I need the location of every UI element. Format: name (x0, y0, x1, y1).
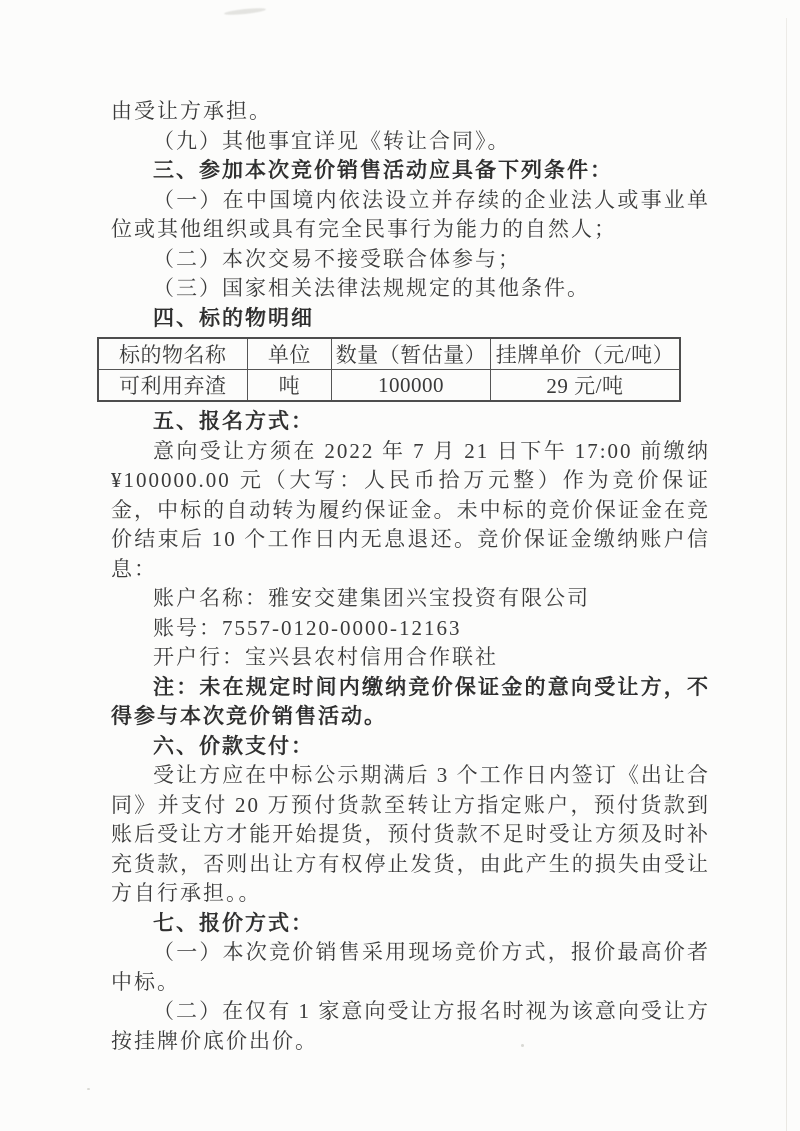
table-header-row (98, 338, 680, 370)
account-name-line: 账户名称：雅安交建集团兴宝投资有限公司 (153, 586, 590, 610)
table-header-price: 挂牌单价（元/吨） (490, 338, 680, 370)
table-header-name: 标的物名称 (98, 338, 247, 370)
section-five-heading: 五、报名方式： (153, 410, 314, 433)
page-edge-scan-line (786, 18, 787, 1131)
cell-price: 29 元/吨 (490, 370, 680, 402)
section-seven-heading: 七、报价方式： (153, 911, 314, 935)
carryover-line: 由受让方承担。 (111, 99, 272, 123)
bank-line: 开户行：宝兴县农村信用合作联社 (153, 645, 498, 669)
table-row (98, 370, 680, 402)
deposit-paragraph: 意向受让方须在 2022 年 7 月 21 日下午 17:00 前缴纳 ¥100000.00 元（大写：人民币拾万元整）作为竞价保证金，中标的自动转为履约保证金。未中标的竞价保证金在竞价结束后 10 个工作日内无息退还。竞价保证金缴纳账户信息： (111, 438, 710, 581)
condition-one-paragraph: （一）在中国境内依法设立并存续的企业法人或事业单位或其他组织或具有完全民事行为能力的自然人； (111, 187, 710, 241)
section-three-heading: 三、参加本次竞价销售活动应具备下列条件： (153, 159, 613, 182)
condition-three-paragraph: （三）国家相关法律法规规定的其他条件。 (153, 276, 590, 300)
table-header-quantity: 数量（暂估量） (332, 338, 491, 370)
note-paragraph: 注：未在规定时间内缴纳竞价保证金的意向受让方，不得参与本次竞价销售活动。 (111, 675, 710, 728)
quote-method-one-paragraph: （一）本次竞价销售采用现场竞价方式，报价最高价者中标。 (111, 940, 710, 994)
payment-paragraph: 受让方应在中标公示期满后 3 个工作日内签订《出让合同》并支付 20 万预付货款至转让方指定账户，预付货款到账后受让方才能开始提货，预付货款不足时受让方须及时补充货款，否则出让方有权停止发货，由此产生的损失由受让方自行承担。。 (111, 763, 710, 905)
table-header-unit: 单位 (247, 338, 332, 370)
document-body (111, 97, 710, 1056)
section-six-heading: 六、价款支付： (153, 734, 314, 758)
section-four-heading: 四、标的物明细 (153, 306, 314, 330)
scan-speck (87, 1088, 90, 1090)
subject-matter-table (97, 337, 681, 402)
condition-two-paragraph: （二）本次交易不接受联合体参与； (153, 246, 521, 271)
item-nine-paragraph: （九）其他事宜详见《转让合同》。 (153, 128, 511, 153)
quote-method-two-paragraph: （二）在仅有 1 家意向受让方报名时视为该意向受让方按挂牌价底价出价。 (111, 999, 710, 1053)
scan-smudge-artifact (224, 7, 266, 16)
account-number-line: 账号：7557-0120-0000-12163 (153, 615, 462, 640)
cell-unit: 吨 (247, 370, 332, 402)
cell-quantity: 100000 (332, 370, 491, 402)
cell-subject-name: 可利用弃渣 (98, 370, 247, 402)
